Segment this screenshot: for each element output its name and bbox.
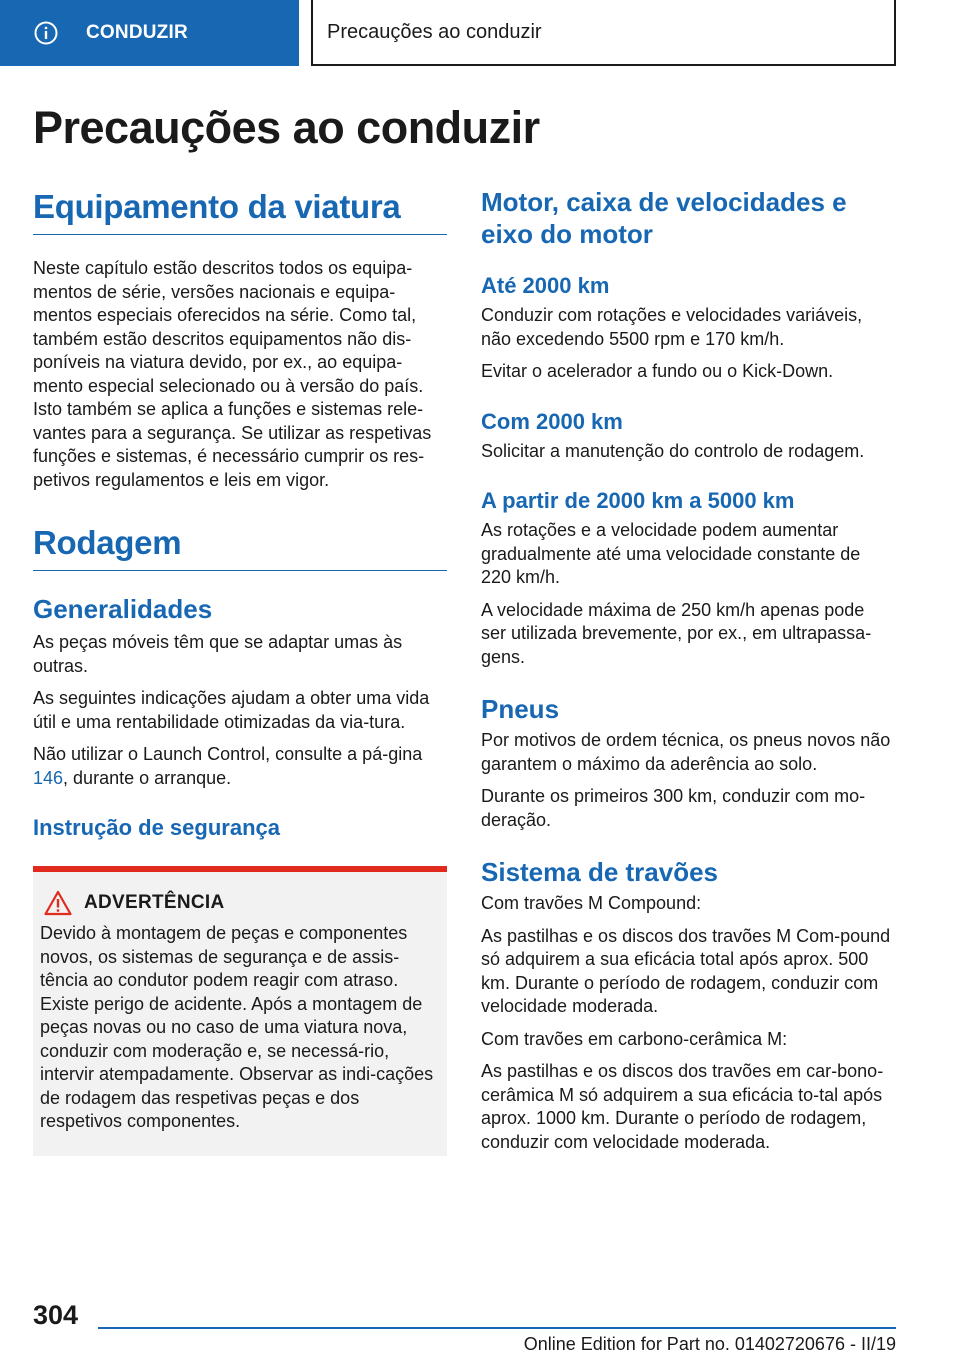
right-column [481,186,893,1154]
pneus-heading: Pneus [481,694,560,724]
page-number: 304 [33,1300,79,1330]
left-column [33,186,447,1156]
generalidades-p3-end: , durante o arranque. [63,767,232,788]
section-tab-label: Precauções ao conduzir [327,20,542,43]
safety-heading: Instrução de segurança [33,815,280,840]
travoes-p1: Com travões M Compound: [481,893,702,913]
warning-box [33,866,447,1156]
ate-2000-p1: Conduzir com rotações e velocidades variáveis, não excedendo 5500 rpm e 170 km/h. [481,305,863,349]
equipment-heading: Equipamento da viatura [33,186,447,235]
warning-text: Devido à montagem de peças e componentes novos, os sistemas de segurança e de assis-tência ao condutor podem reagir com atraso. Existe perigo de acidente. Após a montagem de peças novas ou no caso de uma viatura nova, conduzir com moderação e, se necessá-rio, intervir atempadamente. Observar as indi-cações de rodagem das respetivas peças e dos respetivos componentes. [40,923,434,1131]
generalidades-p3 [33,743,447,790]
warning-title: ADVERTÊNCIA [84,892,225,913]
pneus-p2: Durante os primeiros 300 km, conduzir com mo-deração. [481,786,866,830]
travoes-p4: As pastilhas e os discos dos travões em car-bono-cerâmica M só adquirem a sua eficácia to-tal após aprox. 1000 km. Durante o período de rodagem, conduzir com velocidade moderada. [481,1061,884,1152]
warning-header [40,890,439,916]
motor-heading: Motor, caixa de velocidades e eixo do motor [481,187,847,249]
warning-triangle-icon [44,890,72,916]
ate-2000-p2: Evitar o acelerador a fundo ou o Kick-Down. [481,361,834,381]
com-2000-p1: Solicitar a manutenção do controlo de rodagem. [481,440,865,461]
edition-text: Online Edition for Part no. 01402720676 - II/19 [523,1334,896,1354]
travoes-p3: Com travões em carbono-cerâmica M: [481,1028,788,1049]
a-partir-p2: A velocidade máxima de 250 km/h apenas pode ser utilizada brevemente, por ex., em ultrapassa-gens. [481,599,872,667]
page-link[interactable]: 146 [33,767,64,788]
a-partir-p1: As rotações e a velocidade podem aumentar gradualmente até uma velocidade constante de 220 km/h. [481,520,861,587]
travoes-p2: As pastilhas e os discos dos travões M Com-pound só adquirem a sua eficácia total após aprox. 500 km. Durante o período de rodagem, conduzir com velocidade moderada. [481,925,891,1016]
com-2000-heading: Com 2000 km [481,408,623,434]
generalidades-heading: Generalidades [33,594,213,624]
generalidades-p2: As seguintes indicações ajudam a obter uma vida útil e uma rentabilidade otimizadas da via-tura. [33,688,430,732]
ate-2000-heading: Até 2000 km [481,273,610,298]
generalidades-p3-text: Não utilizar o Launch Control, consulte a pá-gina [33,744,423,764]
chapter-tab[interactable] [0,0,299,66]
section-tab[interactable] [311,0,896,66]
travoes-heading: Sistema de travões [481,857,719,887]
footer-divider [98,1327,896,1329]
generalidades-p1: As peças móveis têm que se adaptar umas às outras. [33,632,403,676]
chapter-tab-label: CONDUZIR [86,22,188,43]
rodagem-heading: Rodagem [33,522,447,571]
pneus-p1: Por motivos de ordem técnica, os pneus novos não garantem o máximo da aderência ao solo. [481,730,891,774]
info-icon [34,21,58,45]
a-partir-heading: A partir de 2000 km a 5000 km [481,488,795,513]
equipment-text: Neste capítulo estão descritos todos os equipa-mentos de série, versões nacionais e equipa-mentos especiais oferecidos na série. Como tal, também estão descritos equipamentos não dis-poníveis na viatura devido, por ex., ao equipa-mento especial selecionado ou à versão do país. Isto também se aplica a funções e sistemas rele-vantes para a segurança. Se utilizar as respetivas funções e sistemas, é necessário cumprir os res-petivos regulamentos e leis em vigor. [33,258,432,490]
page-title: Precauções ao conduzir [33,102,540,153]
